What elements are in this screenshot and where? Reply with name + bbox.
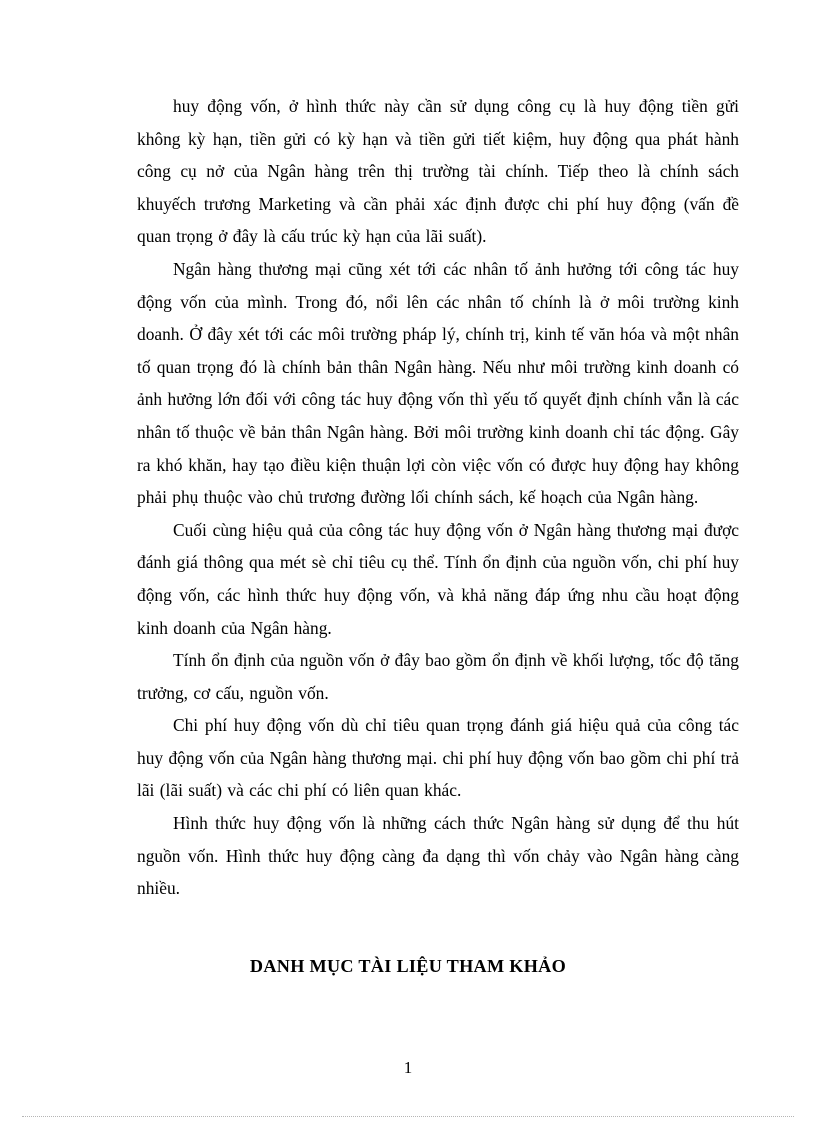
paragraph-4: Tính ổn định của nguồn vốn ở đây bao gồm ổn định về khối lượng, tốc độ tăng trưởng, cơ cấu, nguồn vốn. <box>137 650 739 703</box>
paragraph-5: Chi phí huy động vốn dù chỉ tiêu quan trọng đánh giá hiệu quả của công tác huy động vốn của Ngân hàng thương mại. chi phí huy động vốn bao gồm chi phí trả lãi (lãi suất) và các chi phí có liên quan khác. <box>137 715 739 801</box>
paragraph-1: huy động vốn, ở hình thức này cần sử dụng công cụ là huy động tiền gửi không kỳ hạn, tiền gửi có kỳ hạn và tiền gửi tiết kiệm, huy động qua phát hành công cụ nở của Ngân hàng trên thị trường tài chính. Tiếp theo là chính sách khuyếch trương Marketing và cần phải xác định được chi phí huy động (vấn đề quan trọng ở đây là cấu trúc kỳ hạn của lãi suất). <box>137 96 739 247</box>
references-heading: DANH MỤC TÀI LIỆU THAM KHẢO <box>249 956 567 976</box>
paragraph-6: Hình thức huy động vốn là những cách thức Ngân hàng sử dụng để thu hút nguồn vốn. Hình thức huy động càng đa dạng thì vốn chảy vào Ngân hàng càng nhiều. <box>137 813 739 899</box>
page-number: 1 <box>403 1058 413 1077</box>
document-body <box>137 90 739 905</box>
page-bottom-divider <box>22 1116 794 1117</box>
paragraph-3: Cuối cùng hiệu quả của công tác huy động vốn ở Ngân hàng thương mại được đánh giá thông qua mét sè chỉ tiêu cụ thể. Tính ổn định của nguồn vốn, chi phí huy động vốn, các hình thức huy động vốn, và khả năng đáp ứng nhu cầu hoạt động kinh doanh của Ngân hàng. <box>137 519 739 638</box>
paragraph-2: Ngân hàng thương mại cũng xét tới các nhân tố ảnh hưởng tới công tác huy động vốn của mình. Trong đó, nổi lên các nhân tố chính là ở môi trường kinh doanh. Ở đây xét tới các môi trường pháp lý, chính trị, kinh tế văn hóa và một nhân tố quan trọng đó là chính bản thân Ngân hàng. Nếu như môi trường kinh doanh có ảnh hưởng lớn đối với công tác huy động vốn thì yếu tố quyết định chính vẫn là các nhân tố thuộc về bản thân Ngân hàng. Bởi môi trường kinh doanh chỉ tác động. Gây ra khó khăn, hay tạo điều kiện thuận lợi còn việc vốn có được huy động hay không phải phụ thuộc vào chủ trương đường lối chính sách, kế hoạch của Ngân hàng. <box>137 258 739 508</box>
